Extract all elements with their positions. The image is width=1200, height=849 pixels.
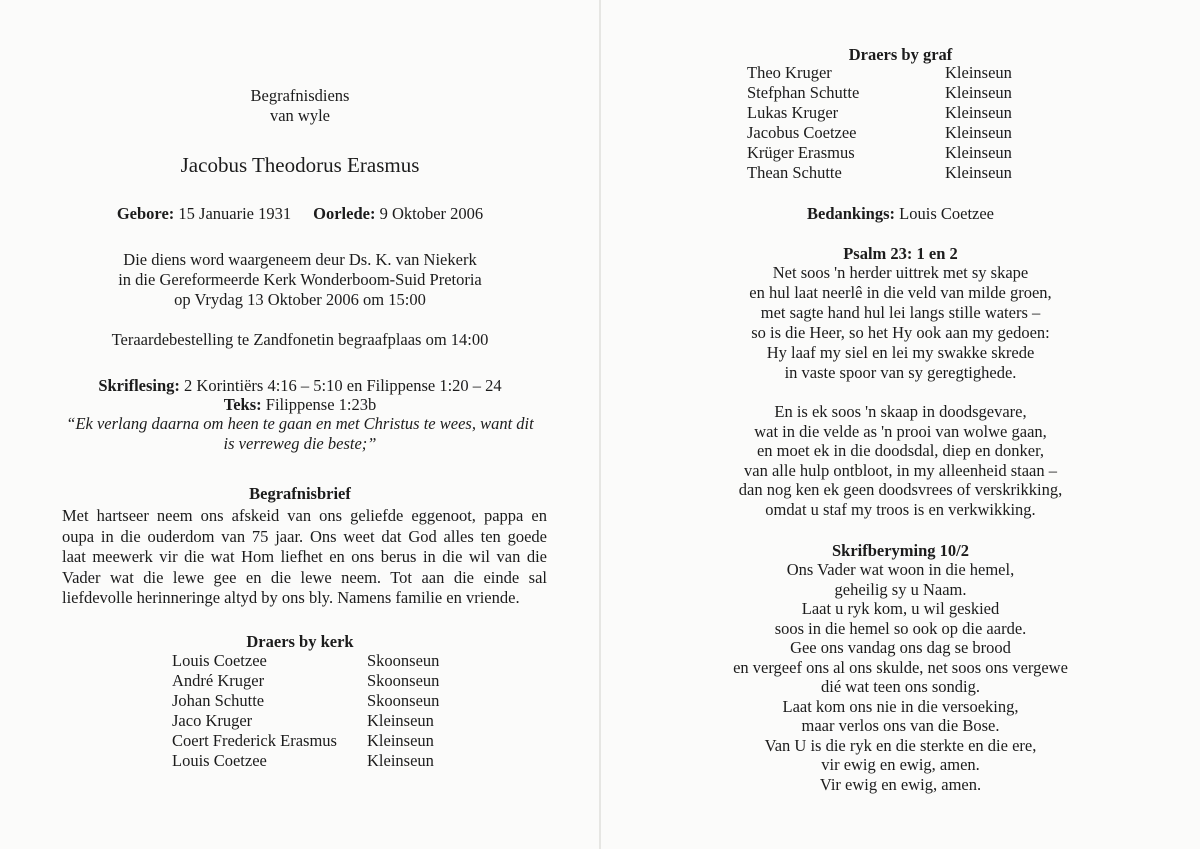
grave-bearers-heading: Draers by graf: [848, 45, 953, 64]
psalm-verse-1: Net soos 'n herder uittrek met sy skape en hul laat neerlê in die veld van milde groen, met sagte hand hul lei langs stille waters – so is die Heer, so het Hy ook aan my gedoen: Hy laaf my siel en lei my swakke skrede in vaste spoor van sy geregtighede.: [749, 263, 1052, 382]
list-item: Louis Coetzee Skoonseun: [172, 651, 440, 670]
scripture-quote: “Ek verlang daarna om heen te gaan en met Christus te wees, want dit is verreweg die beste;”: [66, 414, 534, 453]
born-label: Gebore:: [116, 204, 175, 223]
letter-heading: Begrafnisbrief: [249, 484, 351, 503]
church-bearers-heading: Draers by kerk: [246, 632, 354, 651]
burial-details: Teraardebestelling te Zandfonetin begraafplaas om 14:00: [111, 330, 489, 349]
grave-bearers-list: [747, 63, 1012, 183]
text-label: Teks:: [223, 395, 262, 414]
list-item: Krüger Erasmus Kleinseun: [747, 143, 1012, 162]
right-page: [601, 0, 1200, 849]
reading-text: 2 Korintiërs 4:16 – 5:10 en Filippense 1:20 – 24: [184, 376, 502, 395]
church-bearers-list: [172, 651, 439, 771]
list-item: Theo Kruger Kleinseun: [747, 63, 1012, 82]
list-item: Coert Frederick Erasmus Kleinseun: [172, 731, 434, 750]
list-item: Thean Schutte Kleinseun: [747, 163, 1012, 182]
list-item: Lukas Kruger Kleinseun: [747, 103, 1012, 122]
thanks-name: Louis Coetzee: [899, 204, 994, 223]
psalm-verse-2: En is ek soos 'n skaap in doodsgevare, wat in die velde as 'n prooi van wolwe gaan, en moet ek in die doodsdal, diep en donker, van alle hulp ontbloot, in my alleenheid staan – dan nog ken ek geen doodsvrees of verskrikking, omdat u staf my troos is en verkwikking.: [738, 402, 1063, 519]
thanks-label: Bedankings:: [806, 204, 896, 223]
list-item: Jaco Kruger Kleinseun: [172, 711, 434, 730]
scripture-reading: [0, 376, 600, 414]
psalm-heading: Psalm 23: 1 en 2: [843, 244, 958, 263]
service-title: Begrafnisdiens van wyle: [250, 86, 350, 125]
life-dates: [0, 204, 600, 224]
service-details: Die diens word waargeneem deur Ds. K. van Niekerk in die Gereformeerde Kerk Wonderboom-Suid Pretoria op Vrydag 13 Oktober 2006 om 15:00: [118, 250, 482, 309]
text-ref: Filippense 1:23b: [265, 395, 377, 414]
skrifberyming-heading: Skrifberyming 10/2: [831, 541, 970, 560]
list-item: Louis Coetzee Kleinseun: [172, 751, 434, 770]
list-item: Jacobus Coetzee Kleinseun: [747, 123, 1012, 142]
died-label: Oorlede:: [313, 204, 376, 223]
deceased-name: Jacobus Theodorus Erasmus: [180, 153, 420, 177]
died-date: 9 Oktober 2006: [379, 204, 484, 223]
list-item: Johan Schutte Skoonseun: [172, 691, 440, 710]
list-item: André Kruger Skoonseun: [172, 671, 440, 690]
born-date: 15 Januarie 1931: [178, 204, 292, 223]
list-item: Stefphan Schutte Kleinseun: [747, 83, 1012, 102]
skrifberyming-text: Ons Vader wat woon in die hemel, geheilig sy u Naam. Laat u ryk kom, u wil geskied soos in die hemel so ook op die aarde. Gee ons vandag ons dag se brood en vergeef ons al ons skulde, net soos ons vergewe dié wat teen ons sondig. Laat kom ons nie in die versoeking, maar verlos ons van die Bose. Van U is die ryk en die sterkte en die ere, vir ewig en ewig, amen. Vir ewig en ewig, amen.: [733, 560, 1068, 794]
thanks: [601, 204, 1200, 224]
funeral-letter: Met hartseer neem ons afskeid van ons geliefde eggenoot, pappa en oupa in die ouderdom van 75 jaar. Ons weet dat God alles ten goede laat meewerk vir die wat Hom liefhet en ons berus in die wil van die Vader wat die lewe gee en die lewe neem. Tot aan die einde sal liefdevolle herinneringe altyd by ons bly. Namens familie en vriende.: [62, 506, 547, 607]
reading-label: Skriflesing:: [98, 376, 180, 395]
